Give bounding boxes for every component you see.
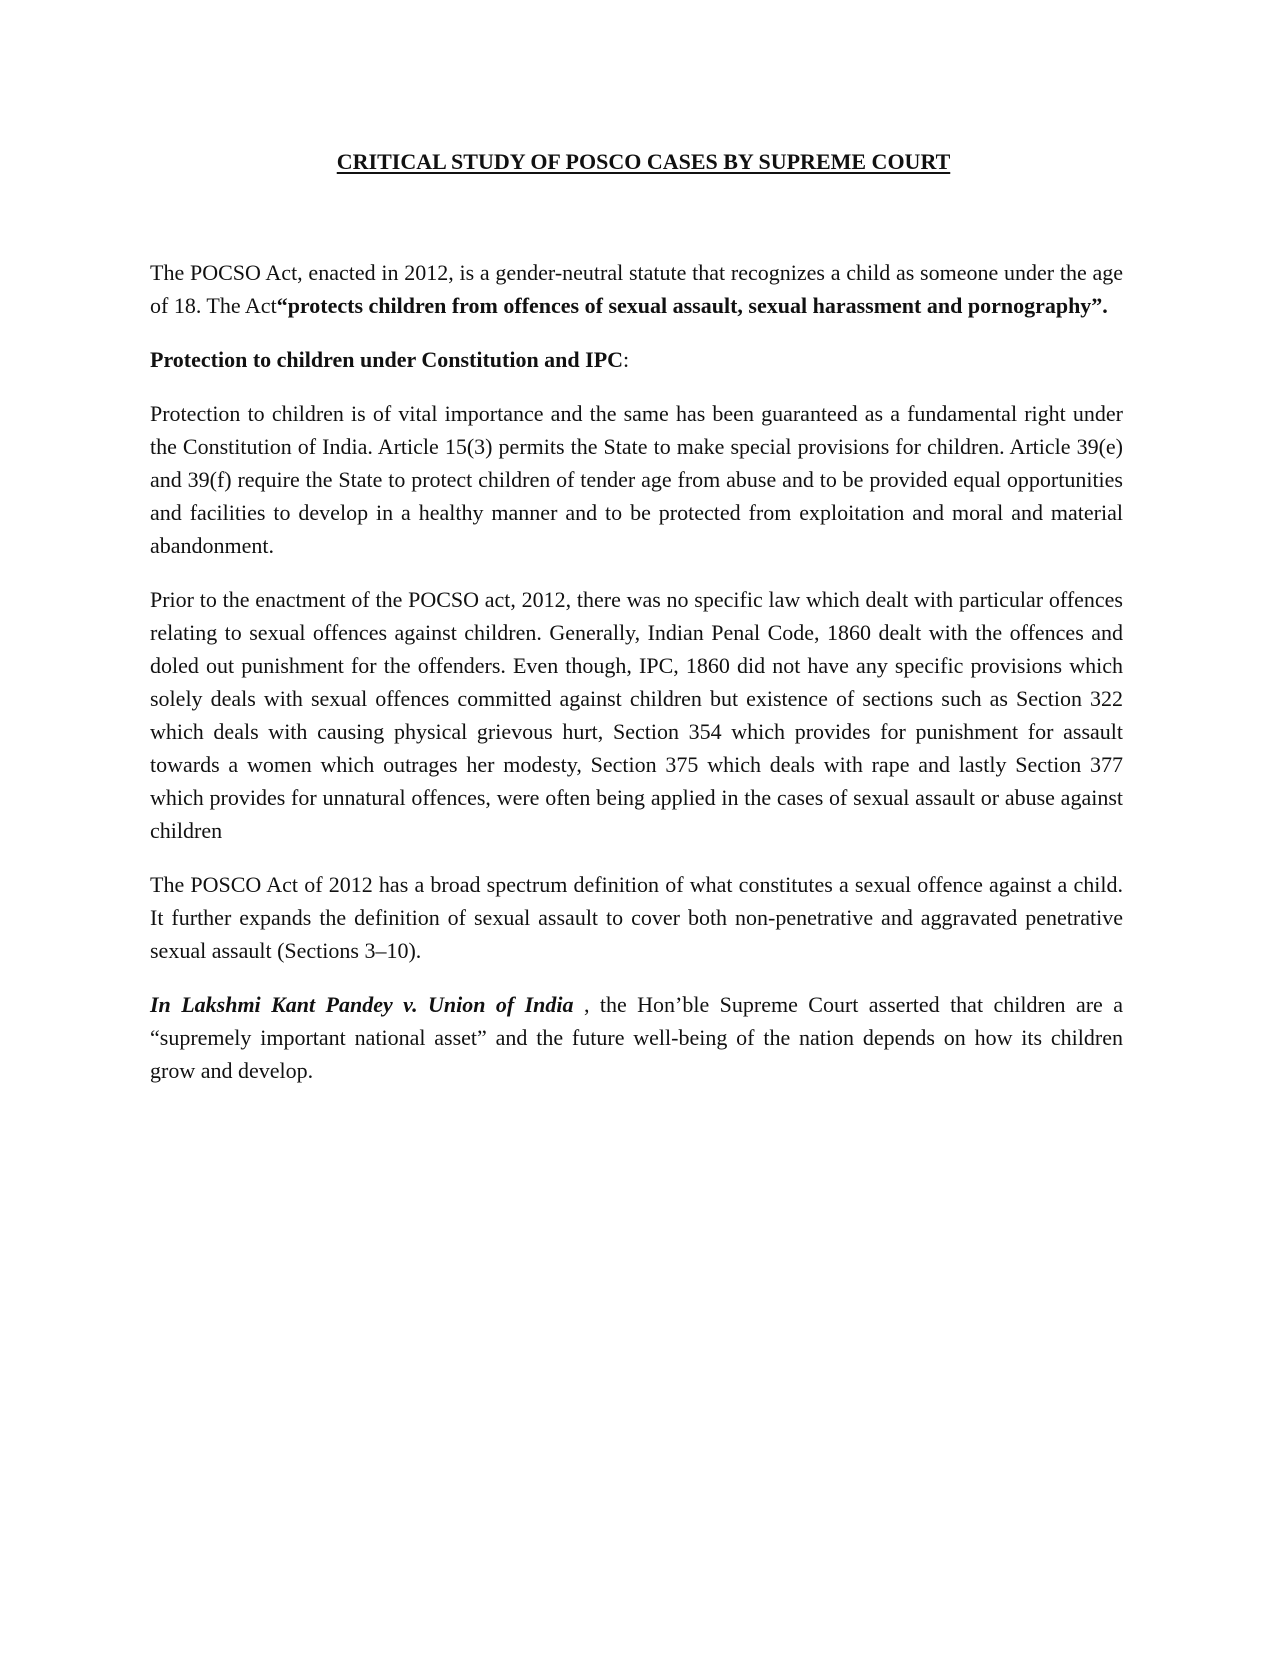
paragraph-constitution: Protection to children is of vital importance and the same has been guaranteed as a fundamental right under the Constitution of India. Article 15(3) permits the State to make special provisions for children. Article 39(e) and 39(f) require the State to protect children of tender age from abuse and to be provided equal opportunities and facilities to develop in a healthy manner and to be protected from exploitation and moral and material abandonment. xyxy=(150,401,1123,558)
paragraph-pocso-intro-text: The POCSO Act, enacted in 2012, is a gender-neutral statute that recognizes a child as someone under the age of 18. The Act xyxy=(150,260,1123,318)
paragraph-case-law xyxy=(150,988,1123,1087)
document-title: CRITICAL STUDY OF POSCO CASES BY SUPREME COURT xyxy=(336,149,951,174)
paragraph-pocso-intro xyxy=(150,256,1123,322)
paragraph-ipc-history: Prior to the enactment of the POCSO act, 2012, there was no specific law which dealt with particular offences relating to sexual offences against children. Generally, Indian Penal Code, 1860 dealt with the offences and doled out punishment for the offenders. Even though, IPC, 1860 did not have any specific provisions which solely deals with sexual offences committed against children but existence of sections such as Section 322 which deals with causing physical grievous hurt, Section 354 which provides for punishment for assault towards a women which outrages her modesty, Section 375 which deals with rape and lastly Section 377 which provides for unnatural offences, were often being applied in the cases of sexual assault or abuse against children xyxy=(150,587,1123,843)
paragraph-posco-definition: The POSCO Act of 2012 has a broad spectrum definition of what constitutes a sexual offence against a child. It further expands the definition of sexual assault to cover both non-penetrative and aggravated penetrative sexual assault (Sections 3–10). xyxy=(150,872,1123,963)
section-heading xyxy=(150,343,1123,376)
section-heading-colon: : xyxy=(623,347,630,372)
case-name: In Lakshmi Kant Pandey v. Union of India xyxy=(150,992,574,1017)
case-law-text: , the Hon’ble Supreme Court asserted that children are a “supremely important national asset” and the future well-being of the nation depends on how its children grow and develop. xyxy=(150,992,1123,1083)
section-heading-bold: Protection to children under Constitution and IPC xyxy=(150,347,624,372)
paragraph-pocso-intro-bold: “protects children from offences of sexual assault, sexual harassment and pornography”. xyxy=(276,293,1108,318)
document-page xyxy=(150,145,1123,1108)
